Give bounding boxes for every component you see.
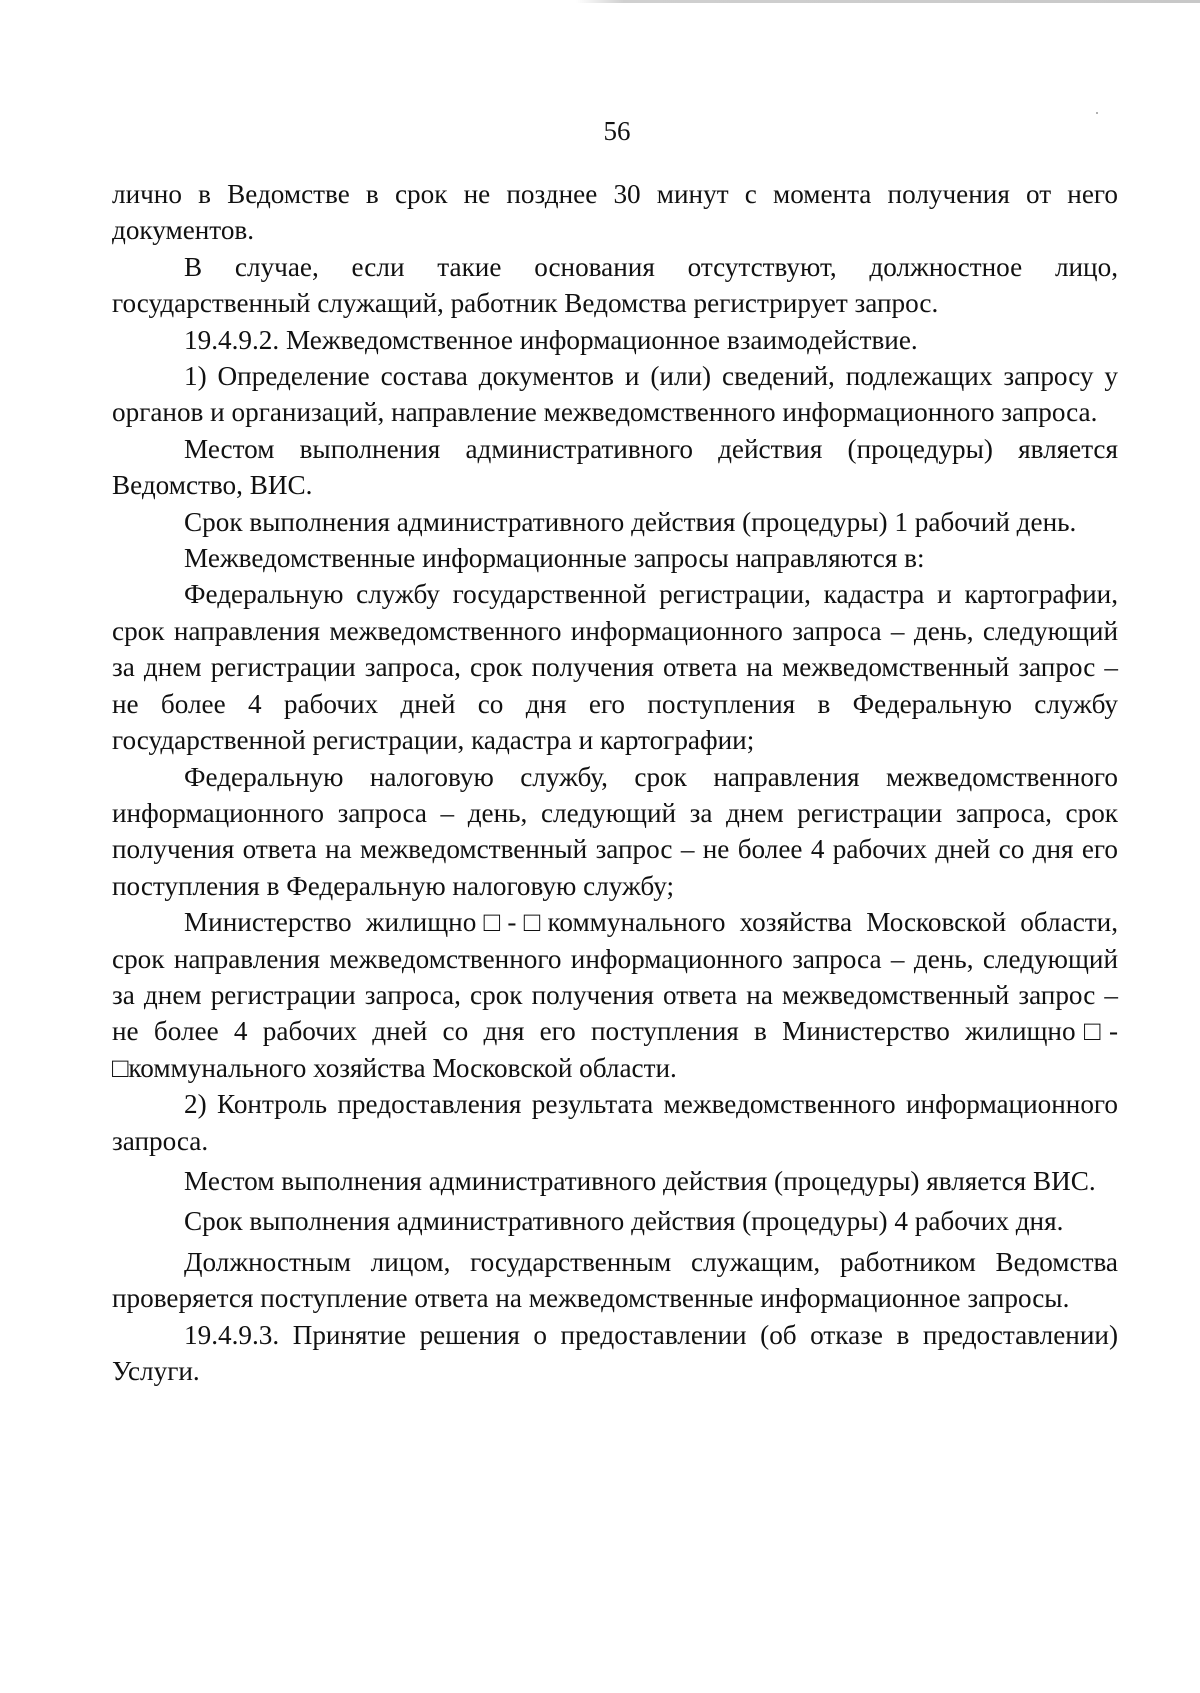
page-number: 56 [603,116,631,146]
paragraph-housing-ministry: Министерство жилищно□-□коммунального хозяйства Московской области, срок направления межведомственного информационного запроса – день, следующий за днем регистрации запроса, срок получения ответа на межведомственный запрос – не более 4 рабочих дней со дня его поступления в Министерство жилищно□-□коммунального хозяйства Московской области. [112,907,1118,1083]
paragraph-check-response: Должностным лицом, государственным служащим, работником Ведомства проверяется поступление ответа на межведомственные информационное запросы. [112,1246,1118,1314]
paragraph-rosreestr: Федеральную службу государственной регистрации, кадастра и картографии, срок направления межведомственного информационного запроса – день, следующий за днем регистрации запроса, срок получения ответа на межведомственный запрос – не более 4 рабочих дней со дня его поступления в Федеральную службу государственной регистрации, кадастра и картографии; [112,579,1118,756]
document-body [112,176,1118,1389]
paragraph-place-2: Местом выполнения административного действия (процедуры) является ВИС. [184,1165,1096,1196]
paragraph-tax-service: Федеральную налоговую службу, срок направления межведомственного информационного запроса – день, следующий за днем регистрации запроса, срок получения ответа на межведомственный запрос – не более 4 рабочих дней со дня его поступления в Федеральную налоговую службу; [112,761,1118,901]
scan-dot-artifact [1096,112,1098,114]
paragraph-place-1: Местом выполнения административного действия (процедуры) является Ведомство, ВИС. [112,433,1118,501]
section-heading-19-4-9-2: 19.4.9.2. Межведомственное информационное взаимодействие. [184,324,918,355]
paragraph-registration: В случае, если такие основания отсутствуют, должностное лицо, государственный служащий, работник Ведомства регистрирует запрос. [112,251,1118,319]
paragraph-term-2: Срок выполнения административного действия (процедуры) 4 рабочих дня. [184,1206,1064,1237]
paragraph-continuation: лично в Ведомстве в срок не позднее 30 минут с момента получения от него документов. [112,179,1118,246]
section-heading-19-4-9-3: 19.4.9.3. Принятие решения о предоставлении (об отказе в предоставлении) Услуги. [112,1319,1118,1386]
paragraph-requests-sent: Межведомственные информационные запросы направляются в: [184,543,925,574]
paragraph-step-2: 2) Контроль предоставления результата межведомственного информационного запроса. [112,1089,1118,1156]
paragraph-step-1: 1) Определение состава документов и (или) сведений, подлежащих запросу у органов и организаций, направление межведомственного информационного запроса. [112,361,1118,428]
scan-edge-artifact [0,0,1200,3]
paragraph-term-1: Срок выполнения административного действия (процедуры) 1 рабочий день. [184,506,1077,537]
